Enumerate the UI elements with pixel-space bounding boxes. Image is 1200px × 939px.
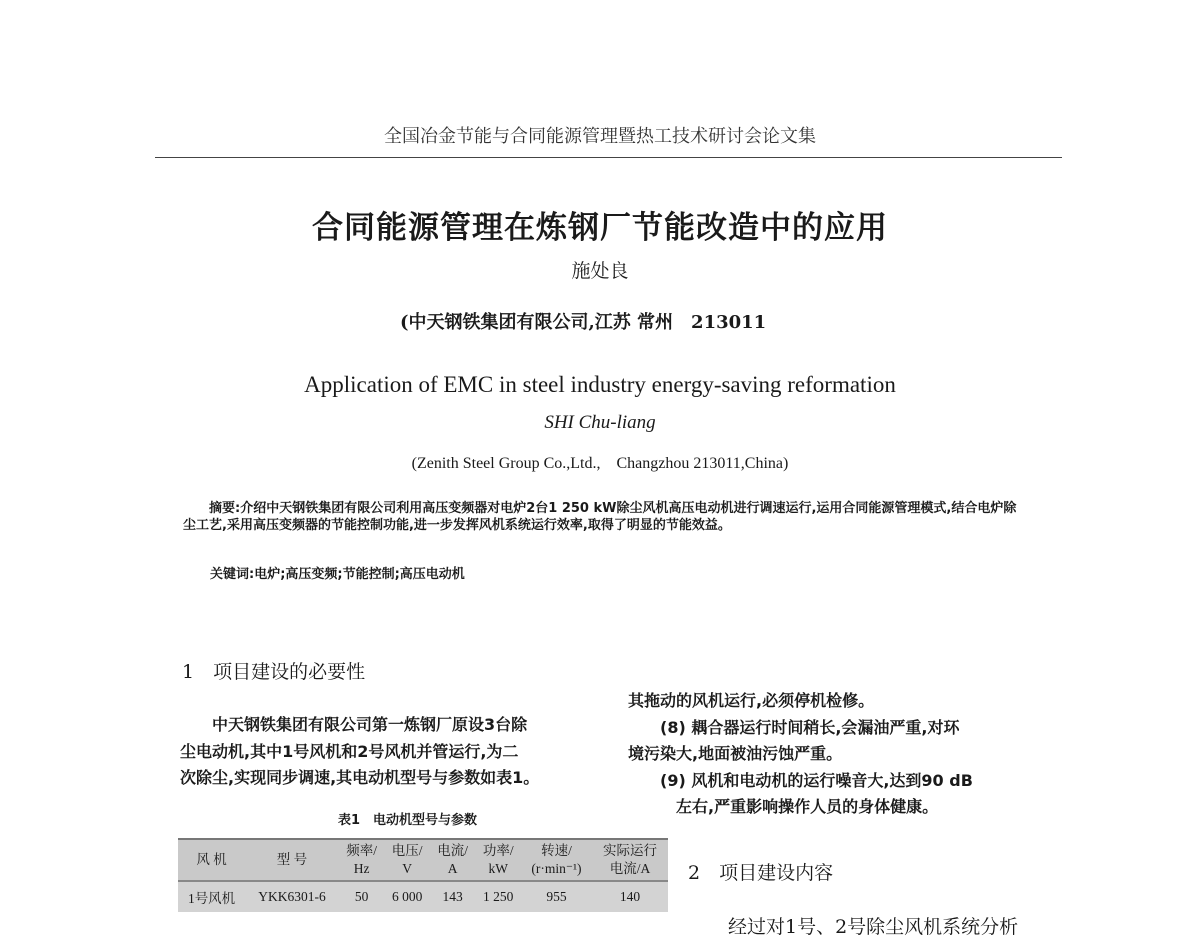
right-column-text [628,688,1058,821]
abstract [183,500,1028,534]
col-header: 电压/ V [384,839,430,881]
table-row [178,881,668,912]
cell: 955 [521,881,592,912]
english-title: Application of EMC in steel industry energy-saving reformation [304,372,896,397]
text-line: 左右,严重影响操作人员的身体健康。 [628,797,939,816]
col-header: 风 机 [178,839,245,881]
section-2-heading: 2 项目建设内容 [688,862,834,884]
col-header: 实际运行 电流/A [592,839,668,881]
section-1-heading: 1 项目建设的必要性 [182,661,366,683]
text-line: 中天钢铁集团有限公司第一炼钢厂原设3台除 [180,715,528,734]
col-header: 转速/ (r·min⁻¹) [521,839,592,881]
affiliation: (中天钢铁集团有限公司,江苏 常州 213011 [400,312,767,333]
author: 施处良 [571,260,629,282]
cell: 50 [339,881,385,912]
section-2-text: 经过对1号、2号除尘风机系统分析 [690,916,1019,938]
text-line: 次除尘,实现同步调速,其电动机型号与参数如表1。 [180,768,540,787]
cell: 140 [592,881,668,912]
text-line: 尘电动机,其中1号风机和2号风机并管运行,为二 [180,741,519,761]
table-caption: 表1 电动机型号与参数 [338,813,478,828]
cell: 143 [430,881,476,912]
col-header: 功率/ kW [475,839,521,881]
left-paragraph [180,712,620,792]
cell: YKK6301-6 [245,881,339,912]
header-rule [155,157,1062,158]
abstract-text: 摘要:介绍中天钢铁集团有限公司利用高压变频器对电炉2台1 250 kW除尘风机高压电动机进行调速运行,运用合同能源管理模式,结合电炉除尘工艺,采用高压变频器的节能控制功能,进一步发挥风机系统运行效率,取得了明显的节能效益。 [183,501,1017,533]
text-line: 其拖动的风机运行,必须停机检修。 [628,691,875,710]
english-author: SHI Chu-liang [544,412,656,433]
keywords: 关键词:电炉;高压变频;节能控制;高压电动机 [210,567,465,582]
english-affiliation: (Zenith Steel Group Co.,Ltd., Changzhou 213011,China) [411,455,789,472]
col-header: 电流/ A [430,839,476,881]
table-header-row [178,839,668,881]
text-line: (9) 风机和电动机的运行噪音大,达到90 dB [628,770,973,790]
motor-parameters-table [178,838,668,912]
text-line: (8) 耦合器运行时间稍长,会漏油严重,对环 [628,717,960,737]
col-header: 型 号 [245,839,339,881]
text-line: 境污染大,地面被油污蚀严重。 [628,744,843,763]
cell: 6 000 [384,881,430,912]
cell: 1 250 [475,881,521,912]
running-header: 全国冶金节能与合同能源管理暨热工技术研讨会论文集 [384,126,816,147]
col-header: 频率/ Hz [339,839,385,881]
paper-title: 合同能源管理在炼钢厂节能改造中的应用 [312,210,888,246]
cell: 1号风机 [178,881,245,912]
